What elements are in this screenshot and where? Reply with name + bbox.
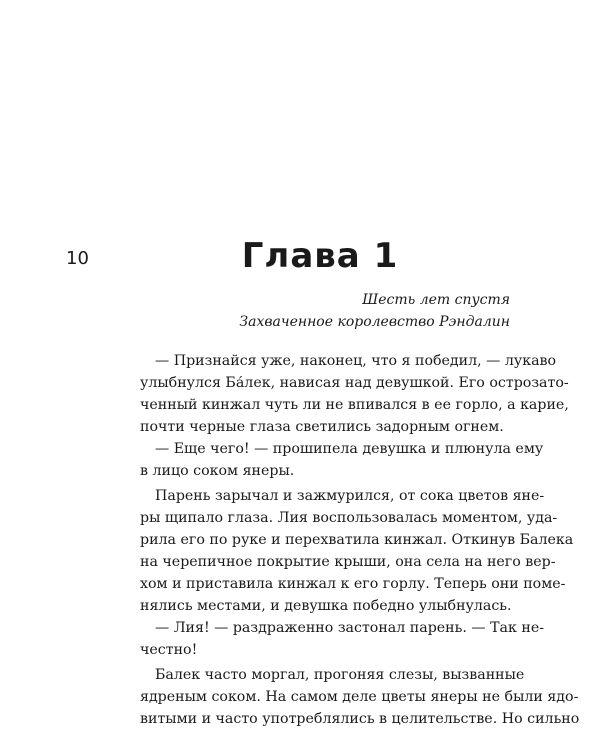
text-line: честно! xyxy=(140,642,198,658)
text-line: рила его по руке и перехватила кинжал. Откинув Балека xyxy=(140,532,574,548)
text-line: Парень зарычал и зажмурился, от сока цветов яне- xyxy=(155,488,545,504)
text-line: витыми и часто употреблялись в целительстве. Но сильно xyxy=(140,711,580,727)
text-line: в лицо соком янеры. xyxy=(140,463,295,479)
text-line: на черепичное покрытие крыши, она села на него вер- xyxy=(140,554,556,570)
text-line: — Признайся уже, наконец, что я победил, — лукаво xyxy=(155,353,557,369)
text-line: Балек часто моргал, прогоняя слезы, вызванные xyxy=(155,667,525,683)
text-line: ры щипало глаза. Лия воспользовалась моментом, уда- xyxy=(140,510,558,526)
text-line: улыбнулся Ба́лек, нависая над девушкой. Его острозато- xyxy=(140,375,569,391)
page-number: 10 xyxy=(66,248,89,269)
text-line: ченный кинжал чуть ли не впивался в ее горло, а карие, xyxy=(140,397,569,413)
epigraph-line: Шесть лет спустя xyxy=(362,292,510,308)
text-line: почти черные глаза светились задорным огнем. xyxy=(140,419,504,435)
text-line: ядреным соком. На самом деле цветы янеры не были ядо- xyxy=(140,689,579,705)
text-line: — Лия! — раздраженно застонал парень. — Так не- xyxy=(155,620,545,636)
text-line: — Еще чего! — прошипела девушка и плюнула ему xyxy=(155,441,544,457)
text-line: хом и приставила кинжал к его горлу. Теперь они поме- xyxy=(140,576,566,592)
text-line: нялись местами, и девушка победно улыбнулась. xyxy=(140,598,512,614)
epigraph-line: Захваченное королевство Рэндалин xyxy=(239,314,510,330)
chapter-title: Глава 1 xyxy=(241,236,399,276)
